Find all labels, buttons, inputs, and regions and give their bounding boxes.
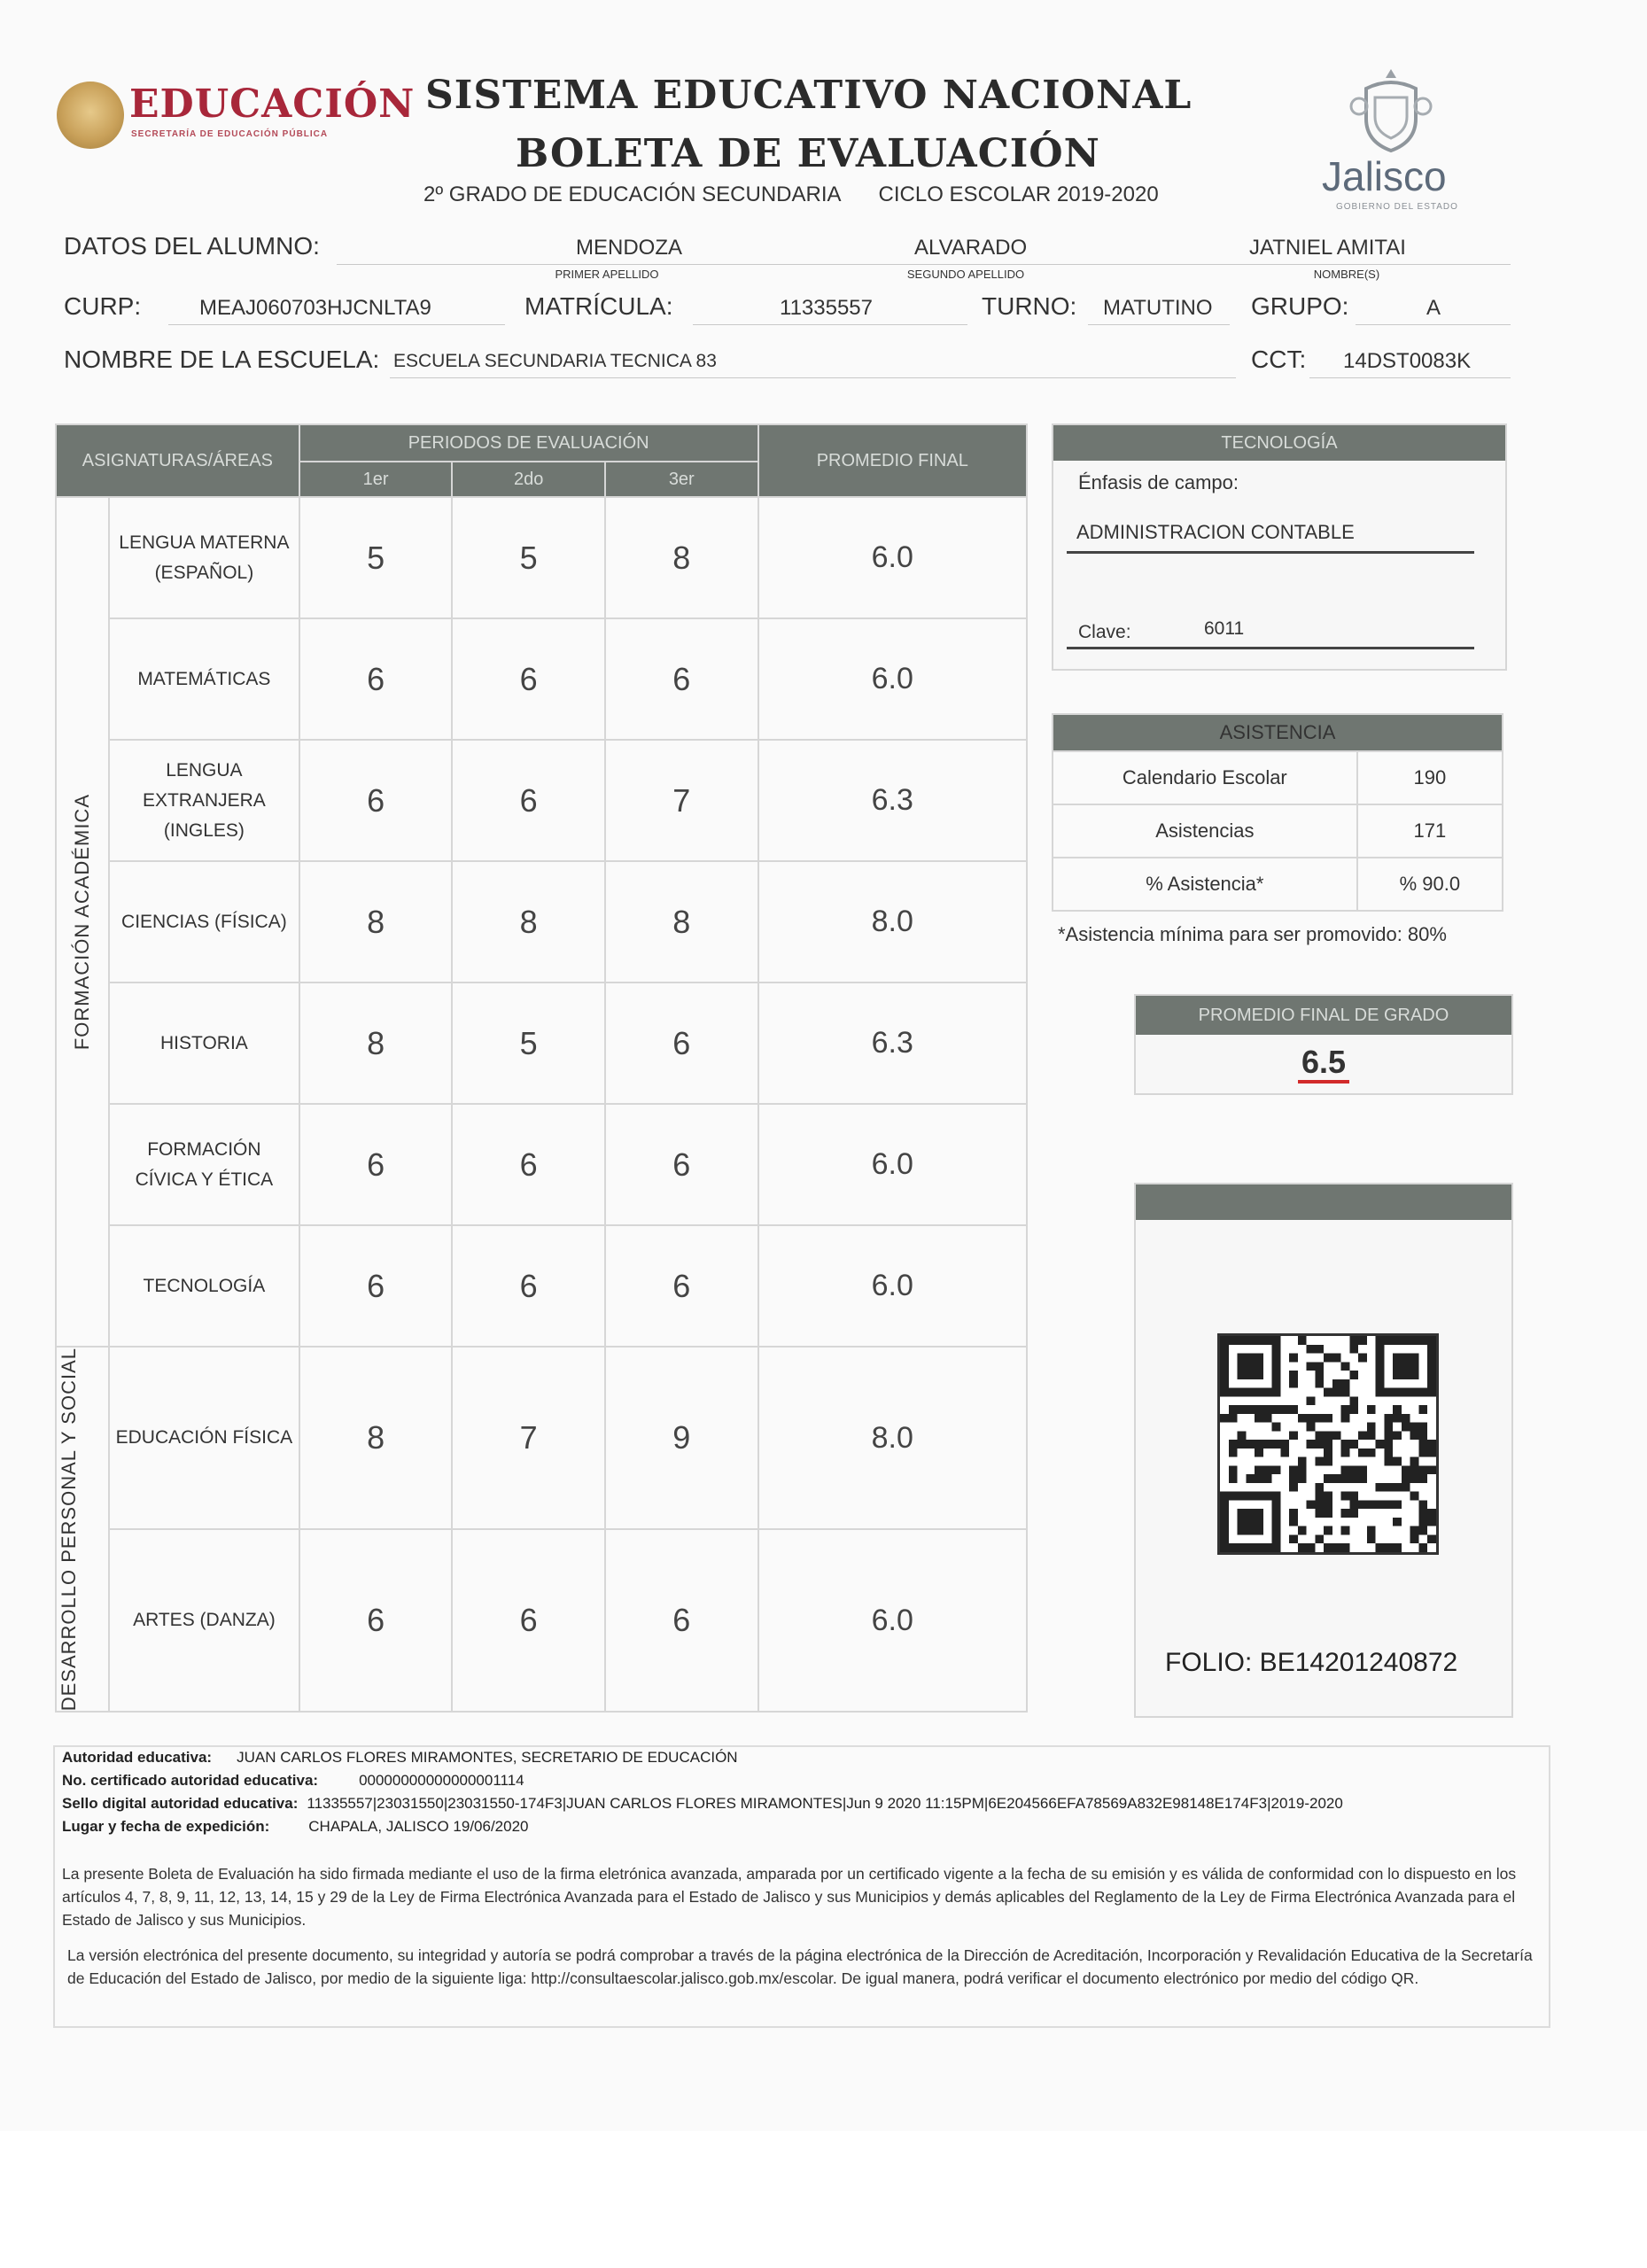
authority-value: JUAN CARLOS FLORES MIRAMONTES, SECRETARIO DE EDUCACIÓN — [237, 1749, 738, 1766]
qr-box-header — [1136, 1184, 1511, 1220]
grade-row — [56, 861, 1027, 983]
attendance-percent-value: % 90.0 — [1357, 858, 1503, 911]
curp-value: MEAJ060703HJCNLTA9 — [199, 296, 431, 320]
curp-label: CURP: — [64, 292, 142, 320]
final-average: 8.0 — [758, 1347, 1027, 1529]
second-surname: ALVARADO — [914, 236, 1028, 260]
subject-name-line: EXTRANJERA — [142, 789, 266, 811]
grade-period-1: 8 — [299, 861, 453, 983]
grades-table — [55, 423, 1028, 1713]
names-caption: NOMBRE(S) — [1313, 268, 1380, 281]
seal-label: Sello digital autoridad educativa: — [62, 1795, 299, 1812]
final-average: 6.3 — [758, 740, 1027, 861]
second-surname-caption: SEGUNDO APELLIDO — [906, 268, 1025, 281]
subject-cell — [109, 497, 299, 618]
grade-period-3: 6 — [605, 983, 758, 1104]
grade-period-2: 6 — [452, 1225, 605, 1347]
authority-label: Autoridad educativa: — [62, 1749, 213, 1766]
field-value: ADMINISTRACION CONTABLE — [1076, 521, 1355, 543]
school-underline — [390, 377, 1236, 378]
final-average: 6.0 — [758, 618, 1027, 740]
subject-name-line: ARTES (DANZA) — [133, 1610, 276, 1631]
group-academic-label: FORMACIÓN ACADÉMICA — [70, 793, 93, 1051]
subject-name-line: FORMACIÓN — [147, 1138, 261, 1160]
grade-text: 2º GRADO DE EDUCACIÓN SECUNDARIA — [423, 183, 841, 206]
matricula-label: MATRÍCULA: — [524, 292, 673, 320]
legal-paragraph-2: La versión electrónica del presente documento, su integridad y autoría se podrá comprobar a través de la página electrónica de la Dirección de Acreditación, Incorporación y Revalidación Educativa de la Secretaría de Educación del Estado de Jalisco, por medio de la siguiente liga: http://consultaescolar.jalisco.gob.mx/escolar. De igual manera, podrá verificar el documento electrónico por medio del código QR. — [67, 1946, 1533, 1987]
subject-name-line: HISTORIA — [159, 1032, 248, 1053]
cct-label: CCT: — [1251, 346, 1307, 373]
subject-name-line: TECNOLOGÍA — [143, 1275, 266, 1296]
turno-value: MATUTINO — [1103, 296, 1213, 320]
first-surname-caption: PRIMER APELLIDO — [555, 268, 659, 281]
legal-paragraph-1: La presente Boleta de Evaluación ha sido firmada mediante el uso de la firma eletrónica avanzada, amparada por un certificado vigente a la fecha de su emisión y es válida de conformidad con lo dispuesto en los artículos 4, 7, 8, 9, 11, 12, 13, 14, 15 y 29 de la Ley de Firma Electrónica Avanzada para el Estado de Jalisco y sus Municipios y demás aplicables del Reglamento de la Ley de Firma Electrónica Avanzada para el Estado de Jalisco y sus Municipios. — [62, 1865, 1517, 1929]
technology-title: TECNOLOGÍA — [1053, 425, 1505, 461]
grade-row — [56, 983, 1027, 1104]
period-2-header: 2do — [452, 462, 605, 497]
turno-label: TURNO: — [982, 292, 1077, 320]
matricula-value: 11335557 — [780, 296, 873, 320]
final-average: 6.0 — [758, 1225, 1027, 1347]
group-academic-cell — [56, 497, 109, 1347]
grade-row — [56, 1347, 1027, 1529]
school-label: NOMBRE DE LA ESCUELA: — [64, 346, 380, 373]
final-average: 6.3 — [758, 983, 1027, 1104]
subject-name-line: CIENCIAS (FÍSICA) — [121, 911, 287, 932]
place-value: CHAPALA, JALISCO 19/06/2020 — [308, 1818, 529, 1835]
place-label: Lugar y fecha de expedición: — [62, 1818, 270, 1835]
jalisco-crest-icon — [1347, 62, 1435, 159]
field-label: Énfasis de campo: — [1078, 471, 1239, 493]
jalisco-logo-subtitle: GOBIERNO DEL ESTADO — [1336, 202, 1458, 212]
grade-period-2: 5 — [452, 983, 605, 1104]
cct-value: 14DST0083K — [1343, 349, 1472, 373]
periods-header: PERIODOS DE EVALUACIÓN — [299, 424, 758, 462]
final-average-header: PROMEDIO FINAL — [758, 424, 1027, 497]
turno-underline — [1088, 324, 1230, 325]
first-surname: MENDOZA — [576, 236, 682, 260]
grade-period-2: 6 — [452, 740, 605, 861]
folio: FOLIO: BE14201240872 — [1165, 1648, 1458, 1677]
grade-period-3: 7 — [605, 740, 758, 861]
grade-row — [56, 1529, 1027, 1712]
grade-period-3: 9 — [605, 1347, 758, 1529]
subject-name-line: LENGUA MATERNA — [119, 532, 290, 553]
curp-underline — [168, 324, 505, 325]
final-average: 6.0 — [758, 497, 1027, 618]
attendance-note: *Asistencia mínima para ser promovido: 80% — [1058, 923, 1447, 945]
period-1-header: 1er — [299, 462, 453, 497]
field-underline — [1067, 551, 1474, 554]
sep-seal-icon — [57, 82, 124, 149]
jalisco-logo-word: Jalisco — [1322, 153, 1447, 199]
grupo-value: A — [1426, 296, 1441, 320]
document-title-line1: SISTEMA EDUCATIVO NACIONAL — [425, 73, 1193, 118]
grade-period-1: 6 — [299, 740, 453, 861]
final-average: 6.0 — [758, 1529, 1027, 1712]
student-name-underline — [337, 264, 1511, 265]
certificate-value: 00000000000000001114 — [359, 1772, 524, 1789]
student-names: JATNIEL AMITAI — [1249, 236, 1406, 260]
grade-period-3: 8 — [605, 861, 758, 983]
qr-code-icon[interactable] — [1217, 1333, 1439, 1555]
calendar-label: Calendario Escolar — [1053, 751, 1357, 804]
subject-name-line: (ESPAÑOL) — [154, 562, 254, 583]
key-value: 6011 — [1204, 618, 1245, 639]
final-grade-box — [1134, 994, 1513, 1095]
final-average: 6.0 — [758, 1104, 1027, 1225]
subject-cell — [109, 1529, 299, 1712]
subjects-header: ASIGNATURAS/ÁREAS — [56, 424, 299, 497]
grade-period-3: 6 — [605, 1104, 758, 1225]
document-title-line2: BOLETA DE EVALUACIÓN — [516, 131, 1100, 176]
seal-value: 11335557|23031550|23031550-174F3|JUAN CARLOS FLORES MIRAMONTES|Jun 9 2020 11:15PM|6E204566EFA78569A832E98148E174F3|2019-2020 — [307, 1795, 1343, 1812]
grade-row — [56, 497, 1027, 618]
subject-cell — [109, 1104, 299, 1225]
subject-cell — [109, 983, 299, 1104]
grade-period-1: 6 — [299, 1225, 453, 1347]
grupo-label: GRUPO: — [1251, 292, 1349, 320]
attendances-label: Asistencias — [1053, 804, 1357, 858]
subject-cell — [109, 1347, 299, 1529]
grupo-underline — [1356, 324, 1511, 325]
subject-cell — [109, 618, 299, 740]
grade-period-1: 6 — [299, 1529, 453, 1712]
key-label: Clave: — [1078, 622, 1131, 642]
group-personal-label: DESARROLLO PERSONAL Y SOCIAL — [57, 1348, 80, 1712]
grade-row — [56, 1225, 1027, 1347]
subject-name-line: LENGUA — [166, 759, 243, 781]
grade-period-2: 7 — [452, 1347, 605, 1529]
key-underline — [1067, 647, 1474, 649]
subject-name-line: EDUCACIÓN FÍSICA — [115, 1427, 293, 1449]
grade-cycle-line — [423, 183, 1159, 207]
attendances-value: 171 — [1357, 804, 1503, 858]
sep-logo-word: EDUCACIÓN — [129, 82, 416, 127]
subject-name-line: MATEMÁTICAS — [137, 668, 271, 689]
grade-period-3: 8 — [605, 497, 758, 618]
certificate-label: No. certificado autoridad educativa: — [62, 1772, 319, 1789]
student-data-label: DATOS DEL ALUMNO: — [64, 232, 320, 260]
technology-box — [1052, 423, 1507, 671]
subject-cell — [109, 1225, 299, 1347]
grade-row — [56, 740, 1027, 861]
grade-period-2: 5 — [452, 497, 605, 618]
cct-underline — [1309, 377, 1511, 378]
attendance-table — [1052, 713, 1503, 912]
school-value: ESCUELA SECUNDARIA TECNICA 83 — [393, 351, 717, 371]
subject-name-line: (INGLES) — [163, 819, 245, 841]
grade-row — [56, 1104, 1027, 1225]
group-personal-cell — [56, 1347, 109, 1712]
grade-period-1: 6 — [299, 618, 453, 740]
subject-cell — [109, 861, 299, 983]
grade-period-1: 5 — [299, 497, 453, 618]
grade-period-1: 6 — [299, 1104, 453, 1225]
signature-info-box — [53, 1745, 1550, 2028]
subject-name-line: CÍVICA Y ÉTICA — [135, 1169, 274, 1190]
attendance-title: ASISTENCIA — [1053, 714, 1503, 751]
grade-period-3: 6 — [605, 1225, 758, 1347]
period-3-header: 3er — [605, 462, 758, 497]
subject-cell — [109, 740, 299, 861]
matricula-underline — [693, 324, 967, 325]
grade-period-1: 8 — [299, 983, 453, 1104]
cycle-text: CICLO ESCOLAR 2019-2020 — [878, 183, 1159, 206]
calendar-value: 190 — [1357, 751, 1503, 804]
grade-period-3: 6 — [605, 618, 758, 740]
final-average: 8.0 — [758, 861, 1027, 983]
grade-period-2: 6 — [452, 1104, 605, 1225]
grade-period-3: 6 — [605, 1529, 758, 1712]
grade-period-2: 6 — [452, 1529, 605, 1712]
grade-period-2: 8 — [452, 861, 605, 983]
grade-row — [56, 618, 1027, 740]
grade-period-1: 8 — [299, 1347, 453, 1529]
attendance-percent-label: % Asistencia* — [1053, 858, 1357, 911]
grade-period-2: 6 — [452, 618, 605, 740]
final-grade-value: 6.5 — [1298, 1044, 1349, 1084]
final-grade-title: PROMEDIO FINAL DE GRADO — [1136, 996, 1511, 1035]
sep-logo-subtitle: SECRETARÍA DE EDUCACIÓN PÚBLICA — [131, 129, 329, 139]
